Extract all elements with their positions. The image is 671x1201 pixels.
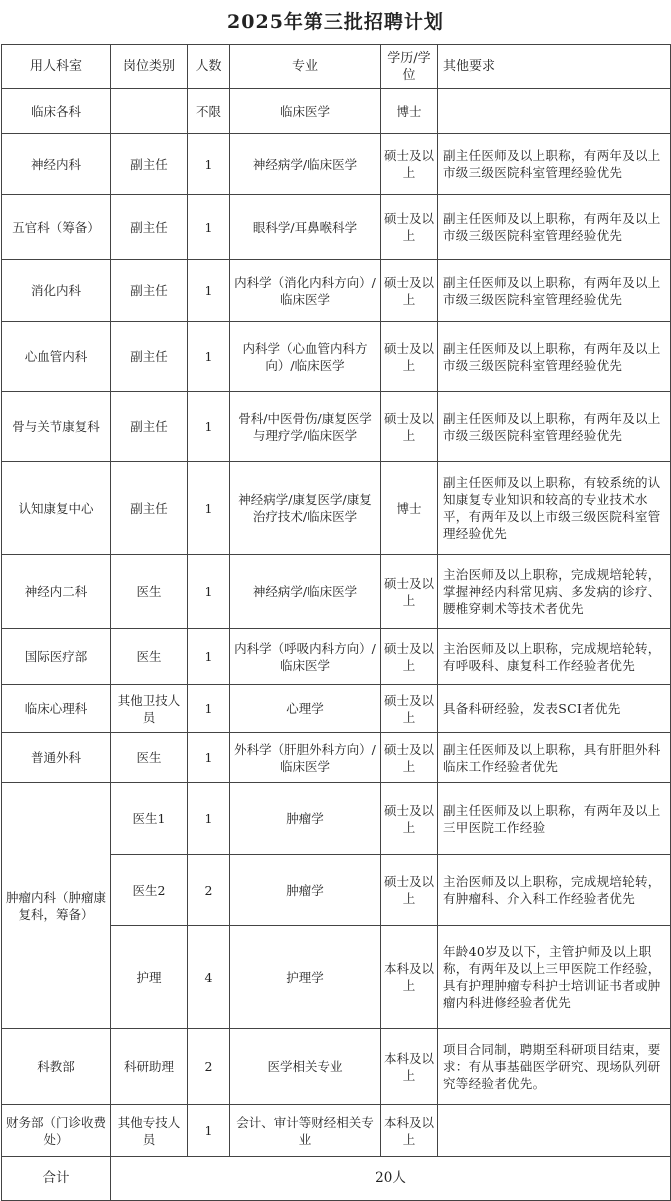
requirement-cell: 主治医师及以上职称，完成规培轮转，有肿瘤科、介入科工作经验者优先 [438, 855, 671, 926]
count-cell: 1 [188, 1105, 230, 1157]
major-cell: 眼科学/耳鼻喉科学 [230, 195, 381, 260]
table-row [2, 134, 671, 195]
major-cell: 外科学（肝胆外科方向）/临床医学 [230, 733, 381, 783]
requirement-cell: 年龄40岁及以下，主管护师及以上职称，有两年及以上三甲医院工作经验，具有护理肿瘤专科护士培训证书者或肿瘤内科进修经验者优先 [438, 926, 671, 1029]
requirement-cell: 副主任医师及以上职称，有两年及以上市级三级医院科室管理经验优先 [438, 260, 671, 322]
degree-cell: 博士 [381, 462, 438, 555]
count-cell: 1 [188, 134, 230, 195]
dept-cell: 五官科（筹备） [2, 195, 111, 260]
category-cell [111, 89, 188, 134]
requirement-cell: 副主任医师及以上职称，有两年及以上市级三级医院科室管理经验优先 [438, 322, 671, 392]
count-cell: 1 [188, 260, 230, 322]
count-cell: 1 [188, 555, 230, 629]
requirement-cell: 副主任医师及以上职称，具有肝胆外科临床工作经验者优先 [438, 733, 671, 783]
dept-cell: 临床心理科 [2, 685, 111, 733]
count-cell: 1 [188, 462, 230, 555]
dept-cell: 临床各科 [2, 89, 111, 134]
header-category: 岗位类别 [111, 45, 188, 89]
total-label: 合计 [2, 1157, 111, 1201]
major-cell: 肿瘤学 [230, 783, 381, 855]
category-cell: 医生2 [111, 855, 188, 926]
table-row [2, 685, 671, 733]
header-major: 专业 [230, 45, 381, 89]
requirement-cell: 具备科研经验，发表SCI者优先 [438, 685, 671, 733]
count-cell: 1 [188, 392, 230, 462]
degree-cell: 硕士及以上 [381, 629, 438, 685]
degree-cell: 硕士及以上 [381, 322, 438, 392]
count-cell: 2 [188, 855, 230, 926]
table-row [2, 555, 671, 629]
degree-cell: 硕士及以上 [381, 685, 438, 733]
dept-cell: 认知康复中心 [2, 462, 111, 555]
requirement-cell: 副主任医师及以上职称，有两年及以上市级三级医院科室管理经验优先 [438, 134, 671, 195]
table-row [2, 733, 671, 783]
count-cell: 2 [188, 1029, 230, 1105]
table-row [2, 195, 671, 260]
requirement-cell [438, 89, 671, 134]
dept-cell: 普通外科 [2, 733, 111, 783]
dept-cell: 财务部（门诊收费处） [2, 1105, 111, 1157]
major-cell: 会计、审计等财经相关专业 [230, 1105, 381, 1157]
count-cell: 1 [188, 629, 230, 685]
degree-cell: 博士 [381, 89, 438, 134]
major-cell: 神经病学/康复医学/康复治疗技术/临床医学 [230, 462, 381, 555]
major-cell: 临床医学 [230, 89, 381, 134]
category-cell: 副主任 [111, 134, 188, 195]
major-cell: 医学相关专业 [230, 1029, 381, 1105]
degree-cell: 本科及以上 [381, 1105, 438, 1157]
count-cell: 1 [188, 783, 230, 855]
table-row [2, 1029, 671, 1105]
major-cell: 内科学（心血管内科方向）/临床医学 [230, 322, 381, 392]
category-cell: 副主任 [111, 260, 188, 322]
header-other: 其他要求 [438, 45, 671, 89]
category-cell: 护理 [111, 926, 188, 1029]
table-row [2, 392, 671, 462]
major-cell: 内科学（呼吸内科方向）/临床医学 [230, 629, 381, 685]
major-cell: 神经病学/临床医学 [230, 555, 381, 629]
requirement-cell: 副主任医师及以上职称，有两年及以上三甲医院工作经验 [438, 783, 671, 855]
table-row [2, 629, 671, 685]
table-row [2, 89, 671, 134]
recruitment-table [1, 44, 671, 1201]
dept-cell: 科教部 [2, 1029, 111, 1105]
table-row [2, 783, 671, 855]
degree-cell: 硕士及以上 [381, 733, 438, 783]
total-row [2, 1157, 671, 1201]
degree-cell: 硕士及以上 [381, 392, 438, 462]
category-cell: 医生 [111, 629, 188, 685]
count-cell: 1 [188, 733, 230, 783]
count-cell: 1 [188, 195, 230, 260]
dept-cell: 神经内科 [2, 134, 111, 195]
major-cell: 内科学（消化内科方向）/临床医学 [230, 260, 381, 322]
degree-cell: 本科及以上 [381, 926, 438, 1029]
header-dept: 用人科室 [2, 45, 111, 89]
degree-cell: 硕士及以上 [381, 195, 438, 260]
degree-cell: 硕士及以上 [381, 134, 438, 195]
category-cell: 其他卫技人员 [111, 685, 188, 733]
dept-cell: 骨与关节康复科 [2, 392, 111, 462]
requirement-cell: 主治医师及以上职称，完成规培轮转，有呼吸科、康复科工作经验者优先 [438, 629, 671, 685]
count-cell: 不限 [188, 89, 230, 134]
table-row [2, 462, 671, 555]
category-cell: 医生1 [111, 783, 188, 855]
requirement-cell [438, 1105, 671, 1157]
count-cell: 4 [188, 926, 230, 1029]
degree-cell: 硕士及以上 [381, 260, 438, 322]
category-cell: 医生 [111, 733, 188, 783]
dept-cell: 国际医疗部 [2, 629, 111, 685]
degree-cell: 本科及以上 [381, 1029, 438, 1105]
count-cell: 1 [188, 322, 230, 392]
requirement-cell: 主治医师及以上职称，完成规培轮转，掌握神经内科常见病、多发病的诊疗、腰椎穿刺术等技术者优先 [438, 555, 671, 629]
table-row [2, 1105, 671, 1157]
total-value: 20人 [111, 1157, 671, 1201]
header-count: 人数 [188, 45, 230, 89]
degree-cell: 硕士及以上 [381, 555, 438, 629]
degree-cell: 硕士及以上 [381, 783, 438, 855]
dept-cell: 心血管内科 [2, 322, 111, 392]
category-cell: 副主任 [111, 195, 188, 260]
category-cell: 副主任 [111, 322, 188, 392]
dept-cell: 神经内二科 [2, 555, 111, 629]
category-cell: 医生 [111, 555, 188, 629]
dept-cell: 肿瘤内科（肿瘤康复科，筹备） [2, 783, 111, 1029]
table-header-row [2, 45, 671, 89]
category-cell: 副主任 [111, 462, 188, 555]
major-cell: 神经病学/临床医学 [230, 134, 381, 195]
category-cell: 其他专技人员 [111, 1105, 188, 1157]
table-row [2, 260, 671, 322]
table-row [2, 322, 671, 392]
requirement-cell: 项目合同制，聘期至科研项目结束，要求：有从事基础医学研究、现场队列研究等经验者优先。 [438, 1029, 671, 1105]
major-cell: 心理学 [230, 685, 381, 733]
degree-cell: 硕士及以上 [381, 855, 438, 926]
requirement-cell: 副主任医师及以上职称，有两年及以上市级三级医院科室管理经验优先 [438, 195, 671, 260]
page-title: 2025年第三批招聘计划 [227, 11, 444, 33]
requirement-cell: 副主任医师及以上职称，有两年及以上市级三级医院科室管理经验优先 [438, 392, 671, 462]
major-cell: 肿瘤学 [230, 855, 381, 926]
category-cell: 副主任 [111, 392, 188, 462]
header-degree: 学历/学位 [381, 45, 438, 89]
category-cell: 科研助理 [111, 1029, 188, 1105]
major-cell: 骨科/中医骨伤/康复医学与理疗学/临床医学 [230, 392, 381, 462]
count-cell: 1 [188, 685, 230, 733]
major-cell: 护理学 [230, 926, 381, 1029]
dept-cell: 消化内科 [2, 260, 111, 322]
requirement-cell: 副主任医师及以上职称，有较系统的认知康复专业知识和较高的专业技术水平，有两年及以上市级三级医院科室管理经验优先 [438, 462, 671, 555]
